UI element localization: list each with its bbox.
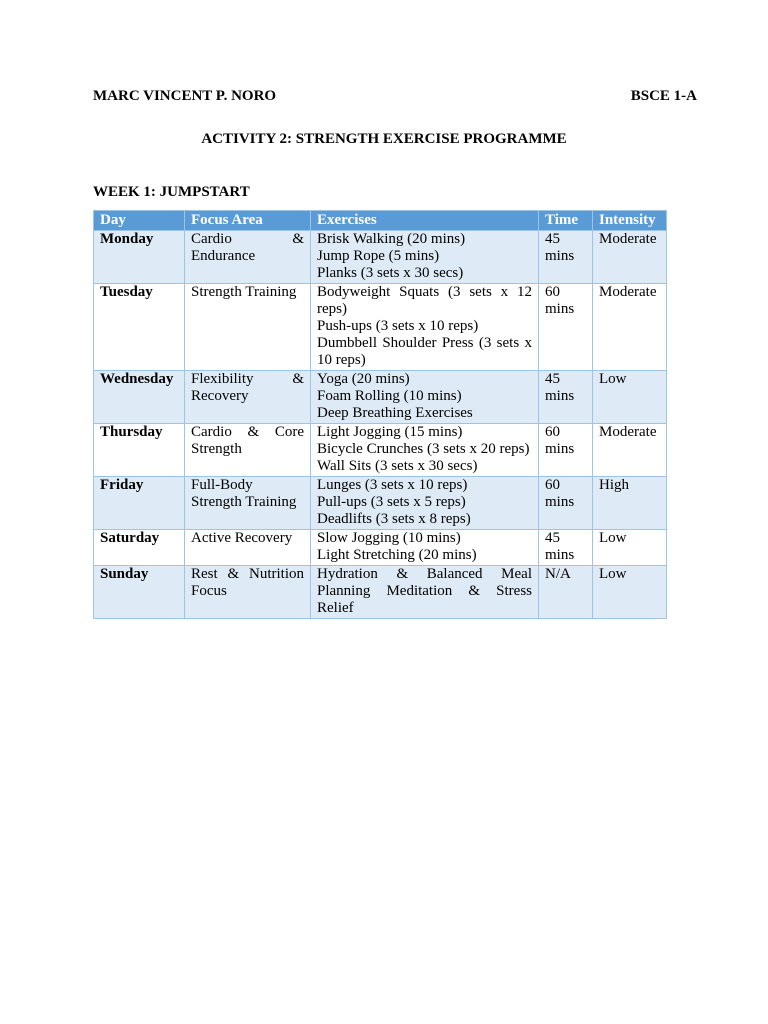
- time-cell: 45 mins: [539, 530, 593, 566]
- time-cell: 45 mins: [539, 371, 593, 424]
- table-row: [94, 424, 667, 477]
- document-header: [93, 87, 697, 105]
- exercise-item: Dumbbell Shoulder Press (3 sets x 10 reps): [317, 335, 532, 368]
- table-row: [94, 530, 667, 566]
- focus-cell: Strength Training: [185, 284, 311, 371]
- column-header-exercises: Exercises: [311, 211, 539, 231]
- intensity-cell: Moderate: [593, 284, 667, 371]
- intensity-cell: Low: [593, 530, 667, 566]
- exercise-item: Jump Rope (5 mins): [317, 248, 440, 264]
- exercise-item: Bodyweight Squats (3 sets x 12 reps): [317, 284, 532, 317]
- day-cell: Saturday: [94, 530, 185, 566]
- exercise-item: Planks (3 sets x 30 secs): [317, 265, 464, 281]
- focus-cell: Active Recovery: [185, 530, 311, 566]
- student-section: BSCE 1-A: [630, 88, 697, 104]
- day-cell: Wednesday: [94, 371, 185, 424]
- day-cell: Friday: [94, 477, 185, 530]
- intensity-cell: Moderate: [593, 231, 667, 284]
- day-cell: Tuesday: [94, 284, 185, 371]
- exercise-item: Light Jogging (15 mins): [317, 424, 463, 440]
- column-header-focus: Focus Area: [185, 211, 311, 231]
- table-row: [94, 231, 667, 284]
- time-cell: N/A: [539, 566, 593, 619]
- exercise-item: Slow Jogging (10 mins): [317, 530, 461, 546]
- day-cell: Sunday: [94, 566, 185, 619]
- exercise-item: Brisk Walking (20 mins): [317, 231, 466, 247]
- exercises-cell: [311, 477, 539, 530]
- column-header-time: Time: [539, 211, 593, 231]
- exercise-item: Pull-ups (3 sets x 5 reps): [317, 494, 466, 510]
- exercise-item: Foam Rolling (10 mins): [317, 388, 462, 404]
- time-cell: 60 mins: [539, 424, 593, 477]
- exercise-item: Push-ups (3 sets x 10 reps): [317, 318, 479, 334]
- document-title: ACTIVITY 2: STRENGTH EXERCISE PROGRAMME: [201, 131, 567, 147]
- focus-cell: Full-Body Strength Training: [185, 477, 311, 530]
- week-heading: WEEK 1: JUMPSTART: [93, 184, 250, 200]
- time-cell: 45 mins: [539, 231, 593, 284]
- focus-cell: Cardio & Core Strength: [185, 424, 311, 477]
- intensity-cell: Low: [593, 566, 667, 619]
- exercises-cell: [311, 424, 539, 477]
- exercise-item: Deadlifts (3 sets x 8 reps): [317, 511, 471, 527]
- time-cell: 60 mins: [539, 284, 593, 371]
- exercise-item: Deep Breathing Exercises: [317, 405, 473, 421]
- exercise-table: [93, 210, 667, 619]
- table-row: [94, 371, 667, 424]
- exercises-cell: [311, 284, 539, 371]
- focus-cell: Cardio & Endurance: [185, 231, 311, 284]
- intensity-cell: Moderate: [593, 424, 667, 477]
- exercise-item: Bicycle Crunches (3 sets x 20 reps): [317, 441, 530, 457]
- exercise-item: Yoga (20 mins): [317, 371, 410, 387]
- intensity-cell: High: [593, 477, 667, 530]
- student-name: MARC VINCENT P. NORO: [93, 88, 277, 104]
- table-row: [94, 284, 667, 371]
- time-cell: 60 mins: [539, 477, 593, 530]
- exercises-cell: [311, 566, 539, 619]
- exercise-item: Hydration & Balanced Meal Planning Meditation & Stress Relief: [317, 566, 532, 616]
- table-row: [94, 566, 667, 619]
- day-cell: Monday: [94, 231, 185, 284]
- focus-cell: Rest & Nutrition Focus: [185, 566, 311, 619]
- focus-cell: Flexibility & Recovery: [185, 371, 311, 424]
- intensity-cell: Low: [593, 371, 667, 424]
- exercises-cell: [311, 530, 539, 566]
- column-header-day: Day: [94, 211, 185, 231]
- exercise-item: Wall Sits (3 sets x 30 secs): [317, 458, 478, 474]
- column-header-intensity: Intensity: [593, 211, 667, 231]
- exercise-item: Light Stretching (20 mins): [317, 547, 477, 563]
- table-header-row: [94, 211, 667, 231]
- table-row: [94, 477, 667, 530]
- exercises-cell: [311, 371, 539, 424]
- exercise-item: Lunges (3 sets x 10 reps): [317, 477, 468, 493]
- exercises-cell: [311, 231, 539, 284]
- day-cell: Thursday: [94, 424, 185, 477]
